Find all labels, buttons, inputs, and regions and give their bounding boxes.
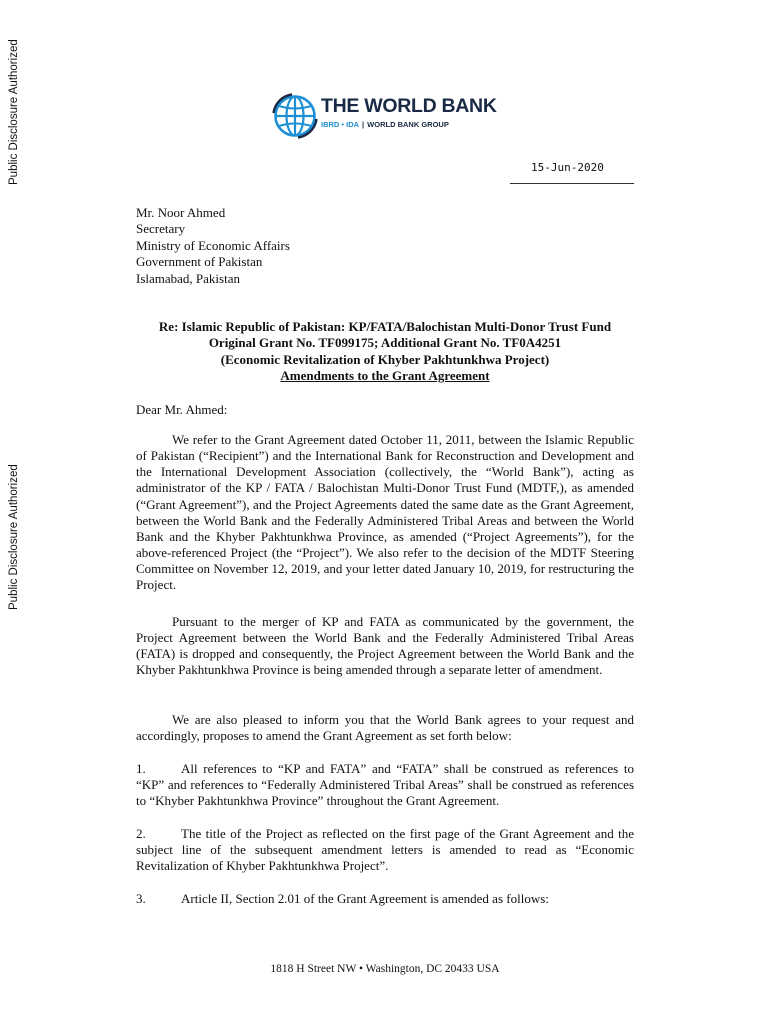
subject-line-3: (Economic Revitalization of Khyber Pakhtunkhwa Project) [220,351,550,367]
subject-line-4: Amendments to the Grant Agreement [280,368,490,384]
logo-subtitle [321,120,449,129]
amendment-item-number: 3. [136,891,146,906]
amendment-item-3 [136,891,634,907]
addressee-title: Secretary [136,221,186,237]
salutation: Dear Mr. Ahmed: [136,402,228,417]
amendment-item-number: 2. [136,826,146,841]
logo-wordmark: THE WORLD BANK [321,95,497,117]
subject-line-2: Original Grant No. TF099175; Additional Grant No. TF0A4251 [208,335,562,351]
addressee-city: Islamabad, Pakistan [136,270,240,286]
body-paragraph-1: We refer to the Grant Agreement dated October 11, 2011, between the Islamic Republic of Pakistan (“Recipient”) and the International Bank for Reconstruction and Development and the International Development Association (collectively, the “World Bank”), acting as administrator of the KP / FATA / Balochistan Multi-Donor Trust Fund (MDTF,), as amended (“Grant Agreement”), and the Project Agreements dated the same date as the Grant Agreement, between the World Bank and the Federally Administered Tribal Areas and between the World Bank and the Khyber Pakhtunkhwa Province, as amended (“Project Agreements”), for the above-referenced Project (the “Project”). We also refer to the decision of the MDTF Steering Committee on November 12, 2019, and your letter dated January 10, 2019, for restructuring the Project. [136,432,634,593]
footer-address: 1818 H Street NW • Washington, DC 20433 USA [270,963,500,975]
body-paragraph-2: Pursuant to the merger of KP and FATA as communicated by the government, the Project Agreement between the World Bank and the Federally Administered Tribal Areas (FATA) is dropped and consequently, the Project Agreement between the World Bank and the Khyber Pakhtunkhwa Province is being amended through a separate letter of amendment. [136,614,634,678]
body-paragraph-3: We are also pleased to inform you that the World Bank agrees to your request and accordingly, proposes to amend the Grant Agreement as set forth below: [136,712,634,744]
amendment-item-text: The title of the Project as reflected on the first page of the Grant Agreement and the subject line of the subsequent amendment letters is amended to read as “Economic Revitalization of Khyber Pakhtunkhwa Project”. [136,826,634,874]
addressee-name: Mr. Noor Ahmed [136,205,226,220]
amendment-item-1 [136,761,634,809]
addressee-block [136,205,290,287]
amendment-item-text: Article II, Section 2.01 of the Grant Agreement is amended as follows: [181,891,549,906]
logo-group-name: WORLD BANK GROUP [367,120,449,129]
amendment-item-text: All references to “KP and FATA” and “FATA” shall be construed as references to “KP” and references to “Federally Administered Tribal Areas” shall be construed as references to “Khyber Pakhtunkhwa Province” throughout the Grant Agreement. [136,761,634,809]
disclosure-label-top: Public Disclosure Authorized [8,39,20,186]
amendment-item-number: 1. [136,761,146,776]
world-bank-logo [272,93,512,141]
amendment-item-2 [136,826,634,874]
subject-block [136,319,634,385]
disclosure-label-middle: Public Disclosure Authorized [8,464,20,611]
world-bank-globe-icon [272,93,318,139]
letter-date: 15-Jun-2020 [531,161,604,174]
date-rule [510,183,634,184]
addressee-government: Government of Pakistan [136,254,263,270]
subject-line-1: Re: Islamic Republic of Pakistan: KP/FATA/Balochistan Multi-Donor Trust Fund [158,319,612,334]
logo-separator: | [362,120,365,129]
addressee-ministry: Ministry of Economic Affairs [136,237,290,253]
logo-ibrd-ida: IBRD • IDA [321,120,360,129]
